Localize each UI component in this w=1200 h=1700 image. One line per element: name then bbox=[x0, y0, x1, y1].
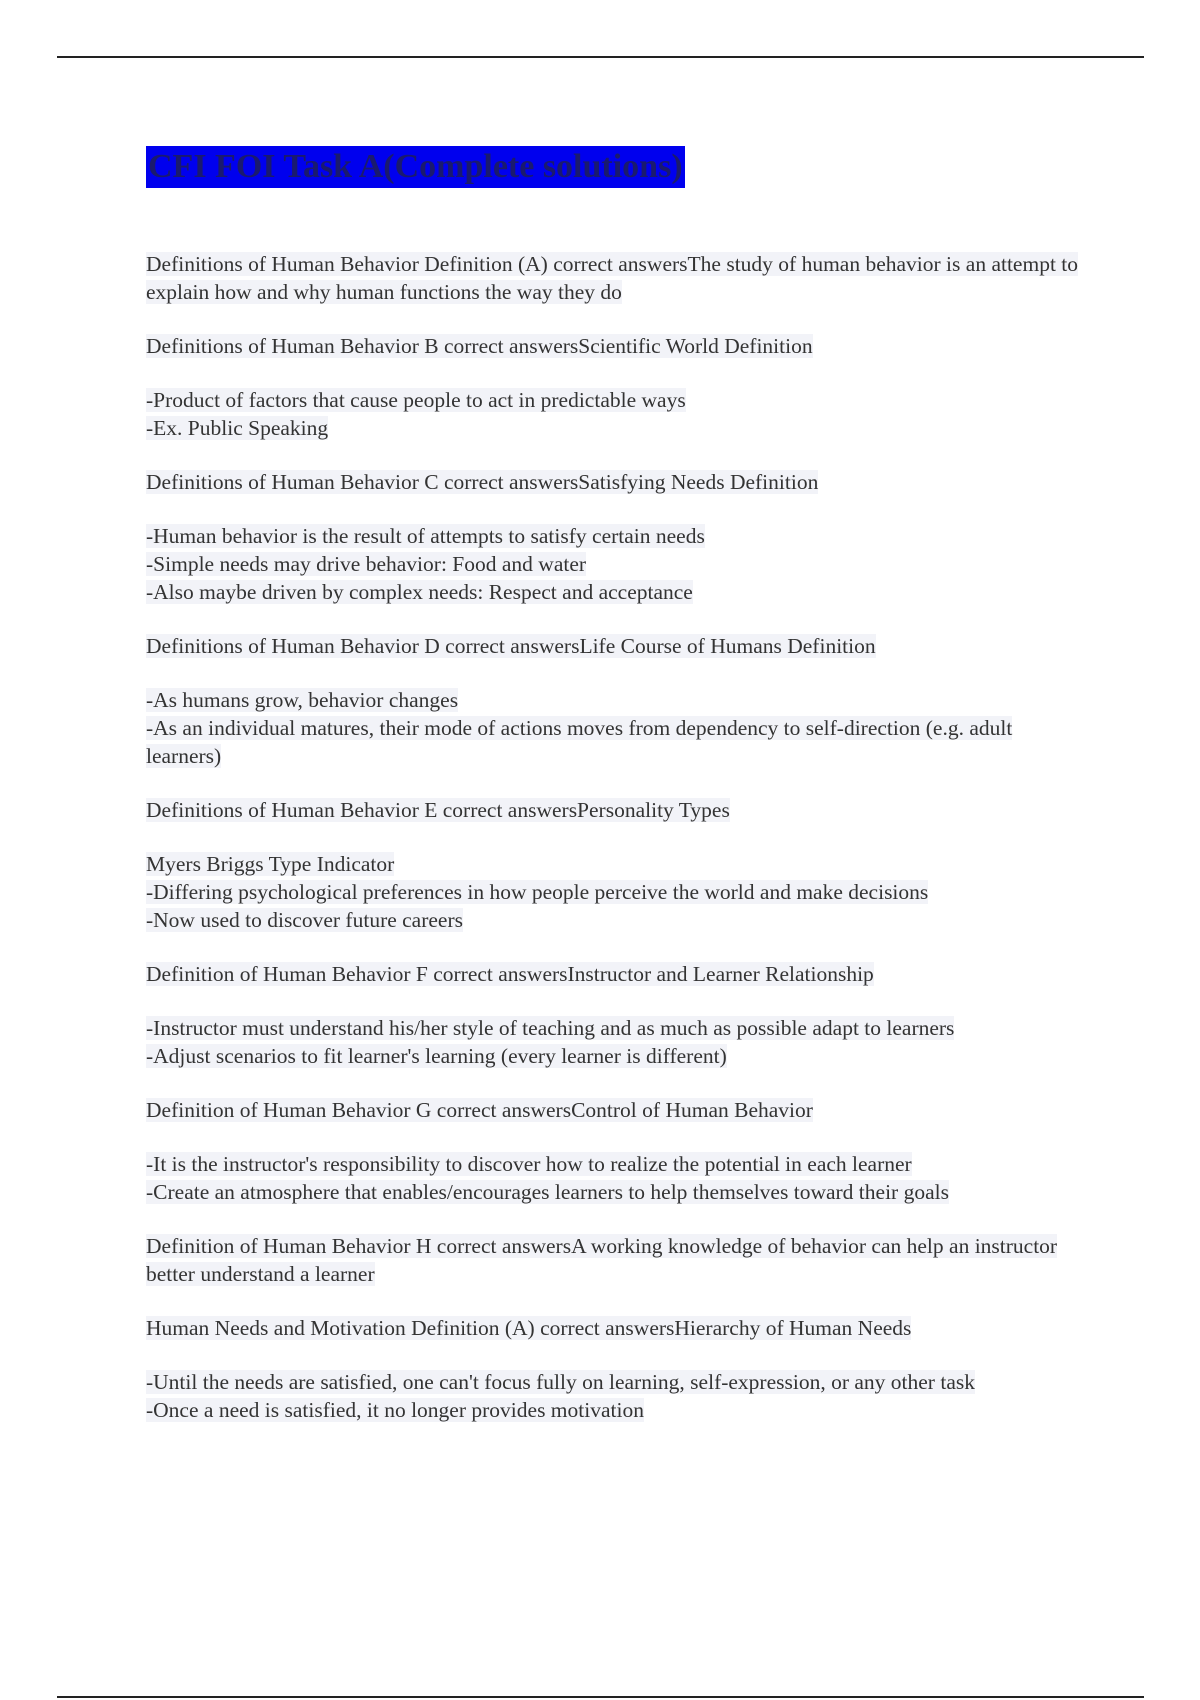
entry-question: Definitions of Human Behavior E correct answersPersonality Types bbox=[146, 798, 730, 822]
answer-line: Myers Briggs Type Indicator bbox=[146, 852, 395, 876]
entry-2 bbox=[146, 332, 1086, 442]
answer-line: -Ex. Public Speaking bbox=[146, 416, 329, 440]
entry-8 bbox=[146, 1232, 1086, 1288]
answer-line: -Differing psychological preferences in how people perceive the world and make decisions bbox=[146, 880, 929, 904]
entry-question: Definition of Human Behavior G correct answersControl of Human Behavior bbox=[146, 1098, 813, 1122]
answer-line: -Human behavior is the result of attempts to satisfy certain needs bbox=[146, 524, 705, 548]
entry-3 bbox=[146, 468, 1086, 606]
answer-line: -Once a need is satisfied, it no longer provides motivation bbox=[146, 1398, 644, 1422]
entry-answer bbox=[146, 522, 1086, 606]
entry-answer bbox=[146, 686, 1086, 770]
document-body bbox=[146, 146, 1086, 1450]
entry-answer bbox=[146, 386, 1086, 442]
entry-6 bbox=[146, 960, 1086, 1070]
header-rule bbox=[57, 56, 1144, 58]
entry-9 bbox=[146, 1314, 1086, 1424]
answer-line: -Instructor must understand his/her style of teaching and as much as possible adapt to learners bbox=[146, 1016, 955, 1040]
entry-question: Definition of Human Behavior F correct answersInstructor and Learner Relationship bbox=[146, 962, 874, 986]
answer-line: -Adjust scenarios to fit learner's learning (every learner is different) bbox=[146, 1044, 727, 1068]
answer-line: -As humans grow, behavior changes bbox=[146, 688, 459, 712]
footer-rule bbox=[57, 1696, 1144, 1698]
entry-question: Definitions of Human Behavior D correct answersLife Course of Humans Definition bbox=[146, 634, 876, 658]
entry-4 bbox=[146, 632, 1086, 770]
entry-7 bbox=[146, 1096, 1086, 1206]
document-title: CFI FOI Task A(Complete solutions) bbox=[146, 146, 685, 188]
answer-line: -Simple needs may drive behavior: Food and water bbox=[146, 552, 587, 576]
entry-question: Human Needs and Motivation Definition (A) correct answersHierarchy of Human Needs bbox=[146, 1316, 912, 1340]
answer-line: -Now used to discover future careers bbox=[146, 908, 463, 932]
entry-1 bbox=[146, 250, 1086, 306]
answer-line: -It is the instructor's responsibility to discover how to realize the potential in each learner bbox=[146, 1152, 912, 1176]
entry-question: Definitions of Human Behavior Definition (A) correct answersThe study of human behavior is an attempt to explain how and why human functions the way they do bbox=[146, 252, 1079, 304]
answer-line: -Product of factors that cause people to act in predictable ways bbox=[146, 388, 686, 412]
entry-question: Definitions of Human Behavior B correct answersScientific World Definition bbox=[146, 334, 813, 358]
entry-answer bbox=[146, 1368, 1086, 1424]
entry-5 bbox=[146, 796, 1086, 934]
answer-line: -Until the needs are satisfied, one can't focus fully on learning, self-expression, or any other task bbox=[146, 1370, 975, 1394]
answer-line: -As an individual matures, their mode of actions moves from dependency to self-direction (e.g. adult learners) bbox=[146, 716, 1013, 768]
entry-answer bbox=[146, 850, 1086, 934]
entry-question: Definition of Human Behavior H correct answersA working knowledge of behavior can help an instructor better understand a learner bbox=[146, 1234, 1058, 1286]
answer-line: -Create an atmosphere that enables/encourages learners to help themselves toward their goals bbox=[146, 1180, 949, 1204]
entry-answer bbox=[146, 1150, 1086, 1206]
entry-question: Definitions of Human Behavior C correct answersSatisfying Needs Definition bbox=[146, 470, 819, 494]
entry-answer bbox=[146, 1014, 1086, 1070]
answer-line: -Also maybe driven by complex needs: Respect and acceptance bbox=[146, 580, 693, 604]
